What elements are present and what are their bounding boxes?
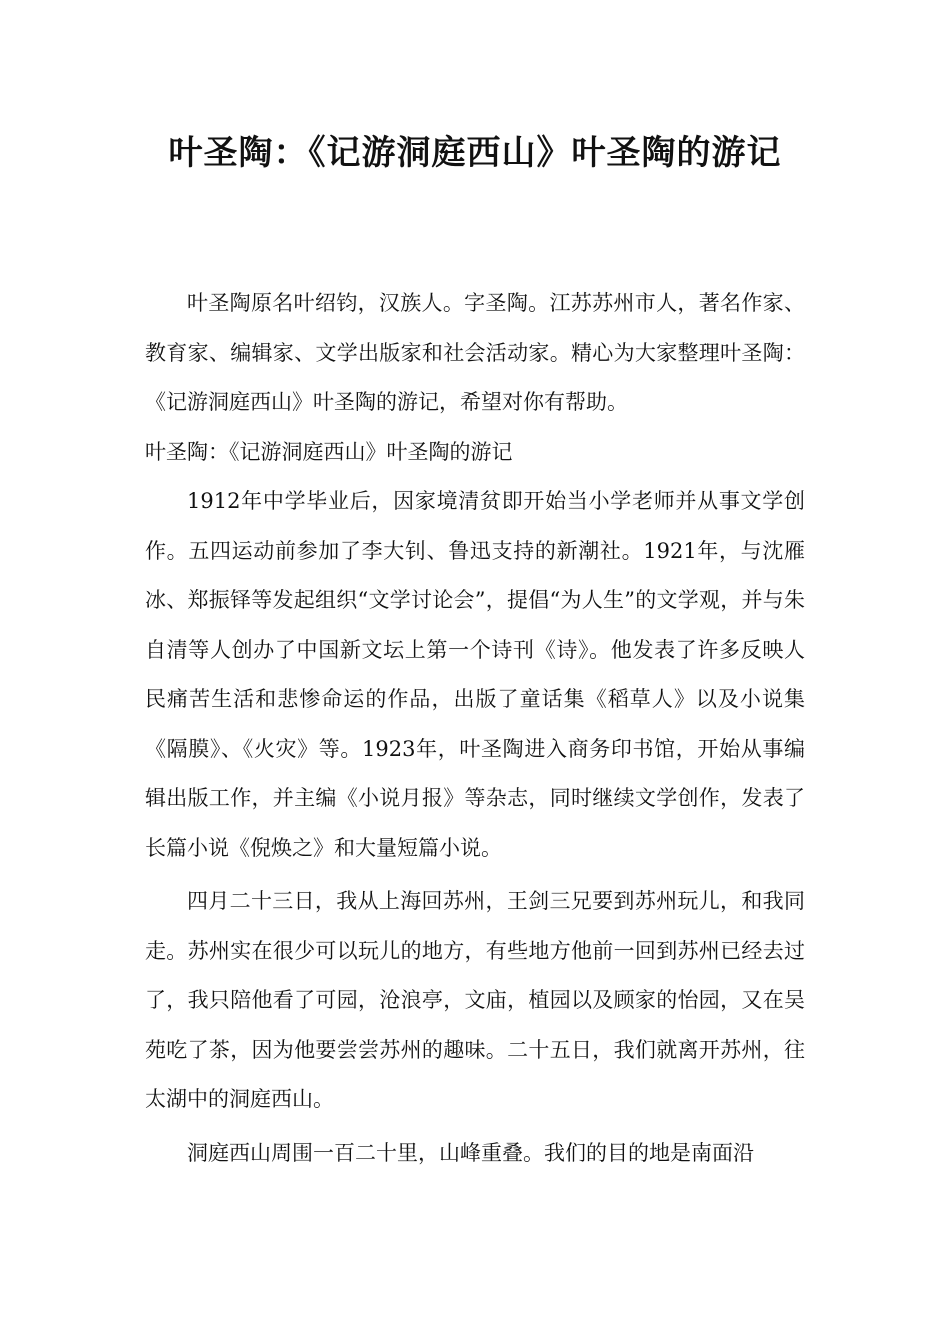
paragraph-xishan: 洞庭西山周围一百二十里，山峰重叠。我们的目的地是南面沿 — [187, 1140, 754, 1165]
document-title: 叶圣陶：《记游洞庭西山》叶圣陶的游记 — [168, 133, 782, 173]
document-body — [145, 279, 805, 1178]
paragraph-subtitle: 叶圣陶：《记游洞庭西山》叶圣陶的游记 — [145, 439, 513, 464]
paragraph-journey: 四月二十三日，我从上海回苏州，王剑三兄要到苏州玩儿，和我同走。苏州实在很少可以玩儿的地方，有些地方他前一回到苏州已经去过了，我只陪他看了可园，沧浪亭，文庙，植园以及顾家的怡园，又在吴苑吃了茶，因为他要尝尝苏州的趣味。二十五日，我们就离开苏州，往太湖中的洞庭西山。 — [145, 889, 805, 1111]
paragraph-intro: 叶圣陶原名叶绍钧，汉族人。字圣陶。江苏苏州市人，著名作家、教育家、编辑家、文学出版家和社会活动家。精心为大家整理叶圣陶：《记游洞庭西山》叶圣陶的游记，希望对你有帮助。 — [145, 291, 805, 414]
paragraph-biography: 1912年中学毕业后，因家境清贫即开始当小学老师并从事文学创作。五四运动前参加了李大钊、鲁迅支持的新潮社。1921年，与沈雁冰、郑振铎等发起组织“文学讨论会”，提倡“为人生”的文学观，并与朱自清等人创办了中国新文坛上第一个诗刊《诗》。他发表了许多反映人民痛苦生活和悲惨命运的作品，出版了童话集《稻草人》以及小说集《隔膜》、《火灾》等。1923年，叶圣陶进入商务印书馆，开始从事编辑出版工作，并主编《小说月报》等杂志，同时继续文学创作，发表了长篇小说《倪焕之》和大量短篇小说。 — [145, 489, 805, 860]
